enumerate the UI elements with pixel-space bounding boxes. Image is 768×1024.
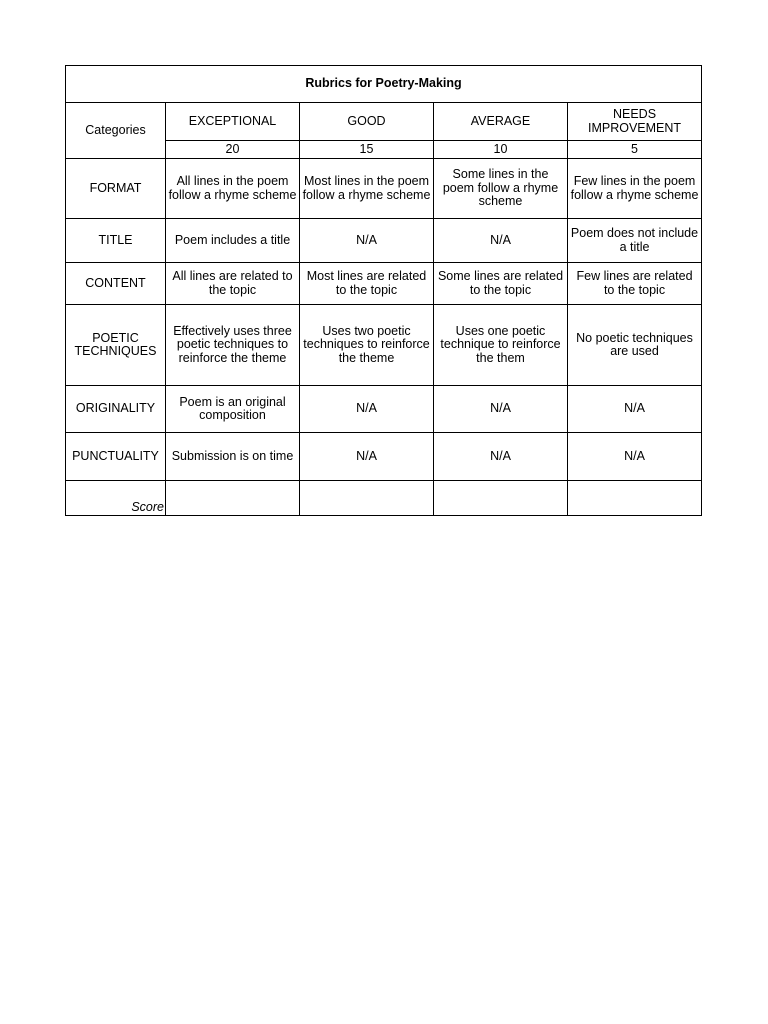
score-row: [66, 481, 702, 516]
category-label: POETIC TECHNIQUES: [66, 305, 166, 386]
rubric-title: Rubrics for Poetry-Making: [66, 66, 702, 103]
title-row: [66, 66, 702, 103]
score-label: Score: [66, 481, 166, 516]
points-good: 15: [300, 141, 434, 159]
level-header-exceptional: EXCEPTIONAL: [166, 103, 300, 141]
criterion-cell: Uses one poetic technique to reinforce the them: [434, 305, 568, 386]
criterion-cell: All lines are related to the topic: [166, 263, 300, 305]
category-label: FORMAT: [66, 159, 166, 219]
level-header-good: GOOD: [300, 103, 434, 141]
points-exceptional: 20: [166, 141, 300, 159]
criterion-cell: N/A: [300, 433, 434, 481]
score-cell-average: [434, 481, 568, 516]
criterion-cell: No poetic techniques are used: [568, 305, 702, 386]
score-cell-good: [300, 481, 434, 516]
criterion-cell: N/A: [434, 219, 568, 263]
criterion-cell: N/A: [300, 219, 434, 263]
category-label: TITLE: [66, 219, 166, 263]
criterion-cell: N/A: [434, 386, 568, 433]
category-label: PUNCTUALITY: [66, 433, 166, 481]
criterion-row-format: [66, 159, 702, 219]
category-label: ORIGINALITY: [66, 386, 166, 433]
criterion-cell: Effectively uses three poetic techniques to reinforce the theme: [166, 305, 300, 386]
criterion-cell: All lines in the poem follow a rhyme scheme: [166, 159, 300, 219]
criterion-cell: Most lines in the poem follow a rhyme scheme: [300, 159, 434, 219]
score-cell-needs-improvement: [568, 481, 702, 516]
points-average: 10: [434, 141, 568, 159]
criterion-row-punctuality: [66, 433, 702, 481]
criterion-cell: N/A: [434, 433, 568, 481]
criterion-cell: Poem includes a title: [166, 219, 300, 263]
criterion-row-poetic-techniques: [66, 305, 702, 386]
criterion-row-title: [66, 219, 702, 263]
category-label: CONTENT: [66, 263, 166, 305]
criterion-cell: Poem does not include a title: [568, 219, 702, 263]
criterion-row-content: [66, 263, 702, 305]
criterion-cell: N/A: [568, 386, 702, 433]
criterion-cell: Submission is on time: [166, 433, 300, 481]
points-needs-improvement: 5: [568, 141, 702, 159]
level-header-needs-improvement: NEEDS IMPROVEMENT: [568, 103, 702, 141]
score-cell-exceptional: [166, 481, 300, 516]
level-header-average: AVERAGE: [434, 103, 568, 141]
level-header-row: [66, 103, 702, 141]
criterion-cell: Poem is an original composition: [166, 386, 300, 433]
criterion-cell: Some lines in the poem follow a rhyme scheme: [434, 159, 568, 219]
criterion-cell: Few lines in the poem follow a rhyme scheme: [568, 159, 702, 219]
criterion-cell: Some lines are related to the topic: [434, 263, 568, 305]
criterion-cell: Uses two poetic techniques to reinforce the theme: [300, 305, 434, 386]
criterion-cell: N/A: [300, 386, 434, 433]
criterion-row-originality: [66, 386, 702, 433]
categories-header: Categories: [66, 103, 166, 159]
criterion-cell: Most lines are related to the topic: [300, 263, 434, 305]
rubric-table: [65, 65, 702, 516]
criterion-cell: N/A: [568, 433, 702, 481]
criterion-cell: Few lines are related to the topic: [568, 263, 702, 305]
